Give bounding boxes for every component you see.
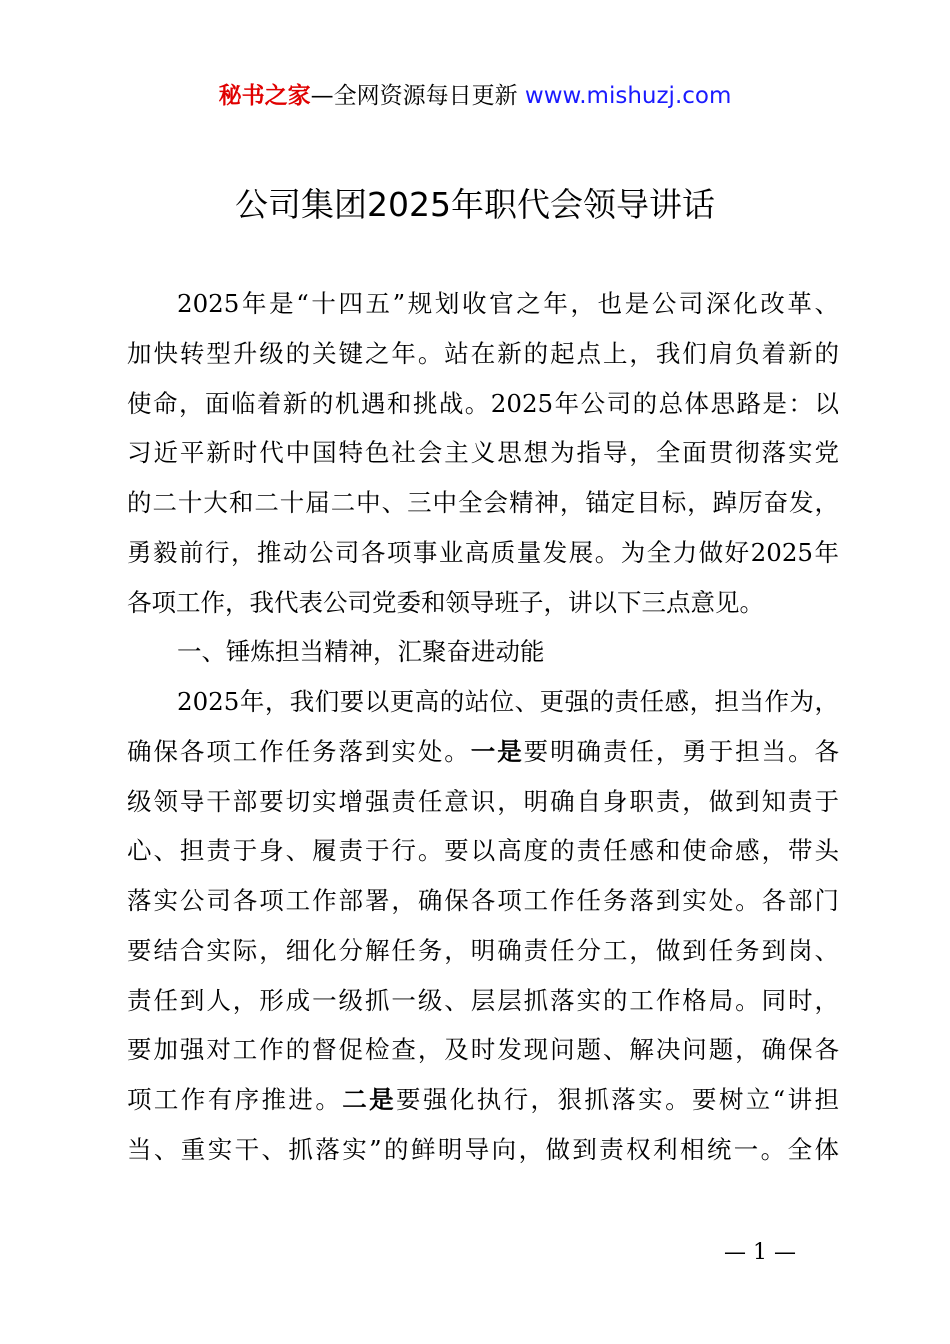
body-line: 习近平新时代中国特色社会主义思想为指导，全面贯彻落实党	[127, 438, 839, 468]
body-line: 落实公司各项工作部署，确保各项工作任务落到实处。各部门	[127, 886, 839, 915]
body-line: 级领导干部要切实增强责任意识，明确自身职责，做到知责于	[127, 786, 839, 816]
body-line: 的二十大和二十届二中、三中全会精神，锚定目标，踔厉奋发，	[127, 488, 839, 517]
body-line: 使命，面临着新的机遇和挑战。2025年公司的总体思路是：以	[127, 388, 839, 418]
site-slogan: —全网资源每日更新	[310, 83, 518, 109]
body-line: 2025年是“十四五”规划收官之年，也是公司深化改革、	[177, 289, 839, 318]
body-line: 心、担责于身、履责于行。要以高度的责任感和使命感，带头	[127, 836, 839, 866]
body-line	[127, 727, 839, 777]
document-body	[127, 279, 839, 1175]
body-line-text: 要强化执行，狠抓落实。要树立“讲担	[396, 1085, 840, 1114]
body-line-text: 确保各项工作任务落到实处。	[127, 736, 471, 766]
body-line: 勇毅前行，推动公司各项事业高质量发展。为全力做好2025年	[127, 537, 839, 567]
site-brand: 秘书之家	[218, 83, 311, 109]
site-header	[0, 80, 950, 112]
body-line: 2025年，我们要以更高的站位、更强的责任感，担当作为，	[177, 687, 839, 716]
body-line: 各项工作，我代表公司党委和领导班子，讲以下三点意见。	[127, 587, 764, 617]
body-line: 当、重实干、抓落实”的鲜明导向，做到责权利相统一。全体	[127, 1134, 839, 1164]
page-number: — 1 —	[724, 1240, 796, 1265]
site-url-link[interactable]: www.mishuzj.com	[524, 83, 732, 109]
section-heading: 一、锤炼担当精神，汇聚奋进动能	[177, 637, 545, 667]
body-line	[127, 1075, 839, 1125]
document-title: 公司集团2025年职代会领导讲话	[235, 185, 715, 224]
body-line: 责任到人，形成一级抓一级、层层抓落实的工作格局。同时，	[127, 985, 839, 1015]
body-line: 要加强对工作的督促检查，及时发现问题、解决问题，确保各	[127, 1035, 839, 1065]
body-line: 要结合实际，细化分解任务，明确责任分工，做到任务到岗、	[127, 935, 839, 965]
body-line: 加快转型升级的关键之年。站在新的起点上，我们肩负着新的	[127, 338, 839, 368]
emphasis-marker: 一是	[470, 736, 524, 766]
body-line-text: 项工作有序推进。	[127, 1085, 343, 1114]
emphasis-marker: 二是	[342, 1085, 397, 1114]
body-line-text: 要明确责任，勇于担当。各	[523, 736, 840, 766]
